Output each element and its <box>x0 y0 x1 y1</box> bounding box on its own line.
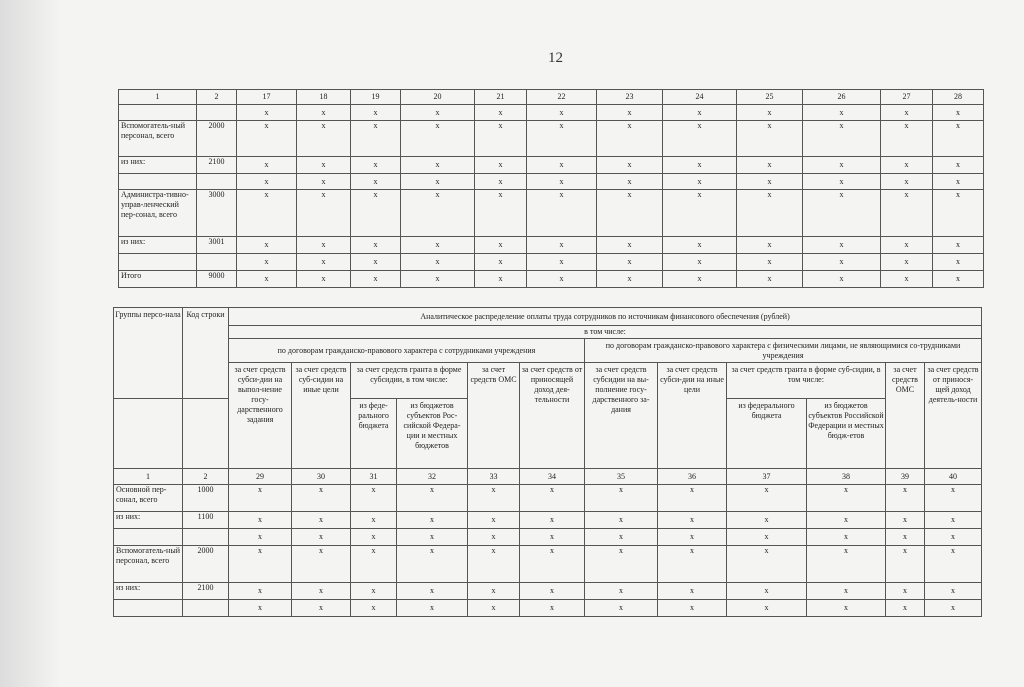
cell-mark: x <box>727 529 807 546</box>
cell-mark: x <box>351 600 397 617</box>
cell-mark: x <box>881 157 933 174</box>
cell-mark: x <box>585 529 658 546</box>
cell-mark: x <box>737 105 803 121</box>
row-code: 9000 <box>197 271 237 288</box>
column-number: 26 <box>803 90 881 105</box>
column-number: 38 <box>807 469 886 485</box>
cell-mark: x <box>351 271 401 288</box>
column-number: 25 <box>737 90 803 105</box>
cell-mark: x <box>737 157 803 174</box>
cell-mark: x <box>401 254 475 271</box>
cell-mark: x <box>737 237 803 254</box>
cell-mark: x <box>351 512 397 529</box>
cell-mark: x <box>886 512 925 529</box>
cell-mark: x <box>297 271 351 288</box>
cell-mark: x <box>933 190 984 237</box>
cell-mark: x <box>397 529 468 546</box>
cell-mark: x <box>658 600 727 617</box>
a-grant-regional-header: из бюджетов субъектов Рос-сийской Федера-ции и местных бюджетов <box>397 399 468 469</box>
b-grant-federal-header: из федерального бюджета <box>727 399 807 469</box>
column-number: 33 <box>468 469 520 485</box>
cell-mark: x <box>401 105 475 121</box>
row-label: Итого <box>119 271 197 288</box>
table-row <box>119 105 984 121</box>
row-code <box>183 600 229 617</box>
cell-mark: x <box>292 583 351 600</box>
cell-mark: x <box>475 157 527 174</box>
cell-mark: x <box>520 529 585 546</box>
table-row <box>114 546 982 583</box>
group-a-header: по договорам гражданско-правового характера с сотрудниками учреждения <box>229 339 585 363</box>
cell-mark: x <box>297 254 351 271</box>
cell-mark: x <box>527 157 597 174</box>
cell-mark: x <box>663 121 737 157</box>
column-number: 32 <box>397 469 468 485</box>
row-code <box>197 105 237 121</box>
cell-mark: x <box>468 583 520 600</box>
cell-mark: x <box>933 237 984 254</box>
cell-mark: x <box>292 485 351 512</box>
cell-mark: x <box>297 174 351 190</box>
column-number: 24 <box>663 90 737 105</box>
cell-mark: x <box>475 121 527 157</box>
cell-mark: x <box>351 105 401 121</box>
row-code <box>197 174 237 190</box>
top-table <box>118 89 984 288</box>
cell-mark: x <box>292 546 351 583</box>
cell-mark: x <box>397 546 468 583</box>
column-number: 30 <box>292 469 351 485</box>
cell-mark: x <box>351 485 397 512</box>
b-oms-header: за счет средств ОМС <box>886 363 925 469</box>
column-number: 39 <box>886 469 925 485</box>
table-title: Аналитическое распределение оплаты труда сотрудников по источникам финансового обеспечения (рублей) <box>229 308 982 326</box>
cell-mark: x <box>527 254 597 271</box>
cell-mark: x <box>663 271 737 288</box>
cell-mark: x <box>658 529 727 546</box>
cell-mark: x <box>351 174 401 190</box>
cell-mark: x <box>297 190 351 237</box>
cell-mark: x <box>475 237 527 254</box>
cell-mark: x <box>401 121 475 157</box>
cell-mark: x <box>658 583 727 600</box>
cell-mark: x <box>803 237 881 254</box>
cell-mark: x <box>925 600 982 617</box>
column-number: 29 <box>229 469 292 485</box>
table-subtitle: в том числе: <box>229 326 982 339</box>
cell-mark: x <box>351 157 401 174</box>
cell-mark: x <box>881 254 933 271</box>
cell-mark: x <box>351 121 401 157</box>
cell-mark: x <box>468 485 520 512</box>
cell-mark: x <box>520 485 585 512</box>
cell-mark: x <box>807 600 886 617</box>
cell-mark: x <box>237 190 297 237</box>
cell-mark: x <box>401 237 475 254</box>
cell-mark: x <box>886 546 925 583</box>
cell-mark: x <box>520 512 585 529</box>
b-subsidy-state-header: за счет средств субсидии на вы-полнение госу-дарственного за-дания <box>585 363 658 469</box>
row-label <box>114 600 183 617</box>
cell-mark: x <box>297 237 351 254</box>
cell-mark: x <box>397 583 468 600</box>
cell-mark: x <box>886 529 925 546</box>
cell-mark: x <box>351 529 397 546</box>
cell-mark: x <box>229 485 292 512</box>
cell-mark: x <box>527 105 597 121</box>
cell-mark: x <box>297 121 351 157</box>
row-label: из них: <box>119 157 197 174</box>
cell-mark: x <box>737 254 803 271</box>
cell-mark: x <box>397 512 468 529</box>
cell-mark: x <box>881 121 933 157</box>
column-number: 27 <box>881 90 933 105</box>
cell-mark: x <box>727 600 807 617</box>
cell-mark: x <box>297 157 351 174</box>
table-row <box>119 271 984 288</box>
column-number: 19 <box>351 90 401 105</box>
column-number-row <box>114 469 982 485</box>
cell-mark: x <box>229 529 292 546</box>
row-label <box>119 105 197 121</box>
cell-mark: x <box>663 190 737 237</box>
cell-mark: x <box>585 600 658 617</box>
table-row <box>114 529 982 546</box>
cell-mark: x <box>881 174 933 190</box>
cell-mark: x <box>527 237 597 254</box>
cell-mark: x <box>527 121 597 157</box>
cell-mark: x <box>597 237 663 254</box>
column-number: 1 <box>114 469 183 485</box>
cell-mark: x <box>597 121 663 157</box>
row-label: из них: <box>114 512 183 529</box>
cell-mark: x <box>881 190 933 237</box>
cell-mark: x <box>401 271 475 288</box>
row-label: из них: <box>119 237 197 254</box>
cell-mark: x <box>401 157 475 174</box>
cell-mark: x <box>658 512 727 529</box>
cell-mark: x <box>803 105 881 121</box>
cell-mark: x <box>803 254 881 271</box>
cell-mark: x <box>229 583 292 600</box>
cell-mark: x <box>807 546 886 583</box>
column-number: 23 <box>597 90 663 105</box>
cell-mark: x <box>468 600 520 617</box>
table-row <box>114 600 982 617</box>
cell-mark: x <box>881 271 933 288</box>
cell-mark: x <box>807 583 886 600</box>
row-code: 2100 <box>197 157 237 174</box>
table-row <box>114 485 982 512</box>
table-row <box>119 237 984 254</box>
cell-mark: x <box>727 485 807 512</box>
cell-mark: x <box>237 254 297 271</box>
cell-mark: x <box>237 105 297 121</box>
a-oms-header: за счет средств ОМС <box>468 363 520 469</box>
cell-mark: x <box>297 105 351 121</box>
cell-mark: x <box>881 237 933 254</box>
row-label: Вспомогатель-ный персонал, всего <box>119 121 197 157</box>
cell-mark: x <box>468 546 520 583</box>
column-number: 36 <box>658 469 727 485</box>
cell-mark: x <box>803 174 881 190</box>
cell-mark: x <box>585 583 658 600</box>
cell-mark: x <box>803 157 881 174</box>
a-subsidy-state-header: за счет средств субси-дии на выпол-нение госу-дарственного задания <box>229 363 292 469</box>
cell-mark: x <box>807 485 886 512</box>
cell-mark: x <box>933 271 984 288</box>
cell-mark: x <box>229 546 292 583</box>
a-grant-header: за счет средств гранта в форме субсидии, в том числе: <box>351 363 468 399</box>
cell-mark: x <box>527 174 597 190</box>
row-code: 2100 <box>183 583 229 600</box>
table-row <box>114 583 982 600</box>
cell-mark: x <box>351 254 401 271</box>
cell-mark: x <box>597 271 663 288</box>
cell-mark: x <box>807 512 886 529</box>
cell-mark: x <box>597 157 663 174</box>
col-header-code: Код строки <box>183 308 229 399</box>
cell-mark: x <box>292 529 351 546</box>
cell-mark: x <box>663 105 737 121</box>
column-number: 21 <box>475 90 527 105</box>
table-row <box>119 157 984 174</box>
row-label <box>119 174 197 190</box>
bottom-table <box>113 307 982 617</box>
cell-mark: x <box>658 485 727 512</box>
cell-mark: x <box>475 105 527 121</box>
row-code: 3001 <box>197 237 237 254</box>
cell-mark: x <box>803 121 881 157</box>
cell-mark: x <box>933 121 984 157</box>
cell-mark: x <box>925 583 982 600</box>
column-number: 28 <box>933 90 984 105</box>
cell-mark: x <box>237 121 297 157</box>
cell-mark: x <box>925 529 982 546</box>
row-code: 1100 <box>183 512 229 529</box>
column-number: 35 <box>585 469 658 485</box>
cell-mark: x <box>597 190 663 237</box>
cell-mark: x <box>727 583 807 600</box>
cell-mark: x <box>475 271 527 288</box>
cell-mark: x <box>886 583 925 600</box>
row-label: Вспомогатель-ный персонал, всего <box>114 546 183 583</box>
b-income-header: за счет средств от принося-щей доход деятель-ности <box>925 363 982 469</box>
cell-mark: x <box>237 237 297 254</box>
cell-mark: x <box>520 546 585 583</box>
row-code <box>183 529 229 546</box>
cell-mark: x <box>663 157 737 174</box>
cell-mark: x <box>397 600 468 617</box>
group-b-header: по договорам гражданско-правового характера с физическими лицами, не являющимися со-трудниками учреждения <box>585 339 982 363</box>
column-number: 40 <box>925 469 982 485</box>
row-label: из них: <box>114 583 183 600</box>
cell-mark: x <box>585 485 658 512</box>
cell-mark: x <box>292 512 351 529</box>
column-number: 18 <box>297 90 351 105</box>
table-row <box>119 121 984 157</box>
a-income-header: за счет средств от приносящей доход дея-тельности <box>520 363 585 469</box>
cell-mark: x <box>237 174 297 190</box>
row-code: 2000 <box>183 546 229 583</box>
cell-mark: x <box>925 546 982 583</box>
cell-mark: x <box>475 254 527 271</box>
column-number: 1 <box>119 90 197 105</box>
a-subsidy-other-header: за счет средств суб-сидии на иные цели <box>292 363 351 469</box>
cell-mark: x <box>663 254 737 271</box>
table-row <box>114 512 982 529</box>
row-code: 2000 <box>197 121 237 157</box>
cell-mark: x <box>351 546 397 583</box>
row-label <box>114 529 183 546</box>
cell-mark: x <box>237 271 297 288</box>
table-row <box>119 174 984 190</box>
b-grant-header: за счет средств гранта в форме суб-сидии, в том числе: <box>727 363 886 399</box>
cell-mark: x <box>658 546 727 583</box>
cell-mark: x <box>737 271 803 288</box>
cell-mark: x <box>737 121 803 157</box>
cell-mark: x <box>803 190 881 237</box>
cell-mark: x <box>520 600 585 617</box>
column-number: 2 <box>197 90 237 105</box>
cell-mark: x <box>468 529 520 546</box>
cell-mark: x <box>597 105 663 121</box>
cell-mark: x <box>401 174 475 190</box>
row-label <box>119 254 197 271</box>
page-number: 12 <box>548 50 563 66</box>
b-grant-regional-header: из бюджетов субъектов Российской Федерации и местных бюдж-етов <box>807 399 886 469</box>
cell-mark: x <box>468 512 520 529</box>
cell-mark: x <box>727 546 807 583</box>
cell-mark: x <box>886 485 925 512</box>
table-row <box>119 190 984 237</box>
cell-mark: x <box>351 583 397 600</box>
cell-mark: x <box>237 157 297 174</box>
cell-mark: x <box>933 105 984 121</box>
cell-mark: x <box>397 485 468 512</box>
cell-mark: x <box>351 190 401 237</box>
column-number: 31 <box>351 469 397 485</box>
row-code: 1000 <box>183 485 229 512</box>
cell-mark: x <box>351 237 401 254</box>
cell-mark: x <box>933 254 984 271</box>
col-header-group: Группы персо-нала <box>114 308 183 399</box>
cell-mark: x <box>663 174 737 190</box>
cell-mark: x <box>933 157 984 174</box>
cell-mark: x <box>737 174 803 190</box>
cell-mark: x <box>881 105 933 121</box>
cell-mark: x <box>401 190 475 237</box>
cell-mark: x <box>520 583 585 600</box>
cell-mark: x <box>229 512 292 529</box>
page-shadow <box>0 0 60 687</box>
cell-mark: x <box>527 271 597 288</box>
cell-mark: x <box>737 190 803 237</box>
cell-mark: x <box>292 600 351 617</box>
row-label: Администра-тивно-управ-ленческий пер-сонал, всего <box>119 190 197 237</box>
cell-mark: x <box>597 254 663 271</box>
column-number: 20 <box>401 90 475 105</box>
cell-mark: x <box>527 190 597 237</box>
cell-mark: x <box>475 190 527 237</box>
cell-mark: x <box>727 512 807 529</box>
b-subsidy-other-header: за счет средств субси-дии на иные цели <box>658 363 727 469</box>
cell-mark: x <box>803 271 881 288</box>
row-label: Основной пер-сонал, всего <box>114 485 183 512</box>
cell-mark: x <box>597 174 663 190</box>
column-number: 22 <box>527 90 597 105</box>
column-number-row <box>119 90 984 105</box>
cell-mark: x <box>663 237 737 254</box>
a-grant-federal-header: из феде-рального бюджета <box>351 399 397 469</box>
cell-mark: x <box>229 600 292 617</box>
column-number: 37 <box>727 469 807 485</box>
column-number: 17 <box>237 90 297 105</box>
cell-mark: x <box>585 512 658 529</box>
row-code: 3000 <box>197 190 237 237</box>
row-code <box>197 254 237 271</box>
column-number: 2 <box>183 469 229 485</box>
column-number: 34 <box>520 469 585 485</box>
table-row <box>119 254 984 271</box>
cell-mark: x <box>933 174 984 190</box>
cell-mark: x <box>925 485 982 512</box>
cell-mark: x <box>475 174 527 190</box>
cell-mark: x <box>807 529 886 546</box>
cell-mark: x <box>585 546 658 583</box>
cell-mark: x <box>886 600 925 617</box>
cell-mark: x <box>925 512 982 529</box>
